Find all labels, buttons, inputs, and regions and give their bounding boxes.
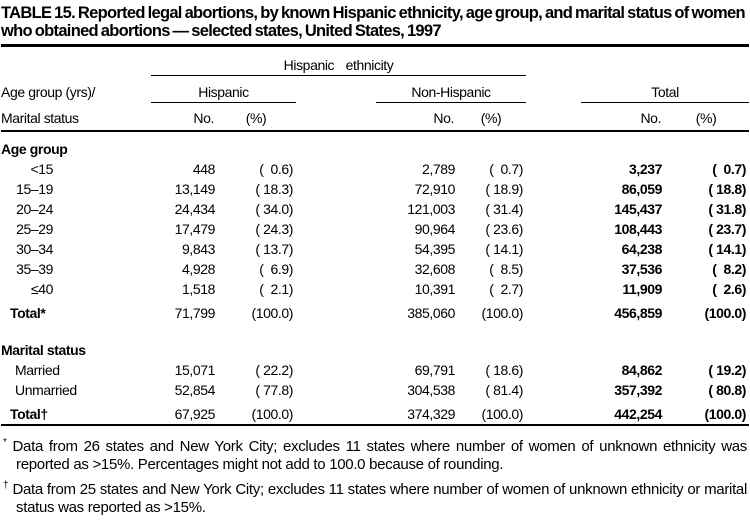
table-title: TABLE 15. Reported legal abortions, by known Hispanic ethnicity, age group, and marital status of women who obtained abortions — selected states, United States, 1997 — [1, 4, 745, 41]
column-spacer — [526, 159, 581, 179]
hispanic-pct-cell: ( 34.0) — [255, 200, 293, 217]
row-label-text: 25–29 — [16, 220, 53, 237]
row-label-text: 15–19 — [16, 180, 53, 197]
nonhispanic-no-cell: 54,395 — [414, 240, 455, 257]
column-spacer — [296, 360, 376, 380]
table-row — [1, 259, 749, 279]
column-spacer — [296, 239, 376, 259]
hispanic-pct-cell: (100.0) — [251, 304, 293, 321]
group-header-row — [1, 75, 749, 102]
group-header-hispanic: Hispanic — [151, 75, 296, 102]
row-label-text: <15 — [30, 160, 53, 177]
column-spacer — [296, 219, 376, 239]
row-label — [1, 299, 151, 323]
nonhispanic-pct-cell: (100.0) — [481, 405, 524, 422]
nonhispanic-no-cell: 72,910 — [414, 180, 455, 197]
nonhispanic-no-cell: 121,003 — [407, 200, 455, 217]
hispanic-pct-cell: ( 2.1) — [259, 280, 293, 297]
column-spacer — [296, 299, 376, 323]
hispanic-no-cell: 71,799 — [174, 304, 215, 321]
column-spacer — [526, 360, 581, 380]
hispanic-no-cell: 67,925 — [174, 405, 215, 422]
row-label-text: Total* — [10, 304, 46, 321]
section-header-row — [1, 131, 749, 159]
total-pct-cell: ( 14.1) — [708, 240, 747, 257]
row-label-text: ≤40 — [30, 280, 53, 297]
total-pct-cell: ( 18.8) — [708, 180, 747, 197]
table-row — [1, 159, 749, 179]
row-label — [1, 380, 151, 400]
section-header: Marital status — [1, 341, 86, 358]
row-label — [1, 199, 151, 219]
hispanic-no-cell: 24,434 — [174, 200, 215, 217]
column-spacer — [296, 159, 376, 179]
hispanic-pct-cell: ( 18.3) — [255, 180, 293, 197]
row-label-text: 30–34 — [16, 240, 53, 257]
row-label-text: Married — [15, 361, 60, 378]
nonhispanic-no-cell: 2,789 — [421, 160, 455, 177]
total-pct-cell: ( 0.7) — [712, 160, 747, 177]
group-header-total: Total — [581, 75, 749, 102]
nonhispanic-pct-cell: ( 2.7) — [489, 280, 524, 297]
total-pct-cell: ( 19.2) — [708, 361, 747, 378]
total-pct-cell: ( 8.2) — [712, 260, 747, 277]
column-spacer — [296, 380, 376, 400]
total-row — [1, 400, 749, 425]
row-header-line2: Marital status — [1, 102, 151, 131]
column-spacer — [526, 199, 581, 219]
total-no-cell: 11,909 — [622, 280, 663, 297]
row-label — [1, 259, 151, 279]
hispanic-pct-cell: ( 24.3) — [255, 220, 293, 237]
total-no-cell: 37,536 — [621, 260, 663, 277]
column-spacer — [526, 279, 581, 299]
hispanic-no-cell: 15,071 — [174, 361, 215, 378]
subheader-pct: (%) — [456, 102, 526, 131]
nonhispanic-pct-cell: ( 18.6) — [485, 361, 524, 378]
total-no-cell: 64,238 — [621, 240, 663, 257]
row-label — [1, 360, 151, 380]
subheader-no: No. — [151, 102, 216, 131]
hispanic-pct-cell: ( 22.2) — [255, 361, 293, 378]
column-spacer — [526, 259, 581, 279]
total-pct-cell: ( 31.8) — [708, 200, 747, 217]
table-row — [1, 380, 749, 400]
total-row — [1, 299, 749, 323]
row-label-text: Unmarried — [15, 381, 77, 398]
group-header-nonhispanic: Non-Hispanic — [376, 75, 526, 102]
nonhispanic-pct-cell: ( 14.1) — [485, 240, 524, 257]
table-row — [1, 219, 749, 239]
section-header: Age group — [1, 140, 68, 157]
column-spacer — [526, 239, 581, 259]
total-pct-cell: ( 80.8) — [708, 381, 747, 398]
column-spacer — [296, 400, 376, 425]
footnote-marker-dagger: † — [3, 479, 9, 491]
row-label — [1, 179, 151, 199]
row-label-text: 35–39 — [16, 260, 53, 277]
hispanic-ethnicity-span-header: Hispanic ethnicity — [151, 47, 526, 76]
hispanic-no-cell: 1,518 — [181, 280, 215, 297]
hispanic-pct-cell: ( 13.7) — [255, 240, 293, 257]
total-no-cell: 84,862 — [621, 361, 663, 378]
row-label — [1, 239, 151, 259]
footnote-text: Data from 26 states and New York City; excludes 11 states where number of women of unknown ethnicity was reported as >15%. Percentages might not add to 100.0 because of rounding. — [12, 437, 748, 474]
nonhispanic-no-cell: 385,060 — [407, 304, 455, 321]
nonhispanic-pct-cell: ( 8.5) — [489, 260, 524, 277]
column-spacer — [526, 299, 581, 323]
subheader-pct: (%) — [216, 102, 296, 131]
total-no-cell: 3,237 — [629, 160, 663, 177]
empty-cell — [526, 47, 749, 76]
footnote-dagger — [3, 480, 747, 518]
nonhispanic-pct-cell: (100.0) — [481, 304, 524, 321]
total-no-cell: 442,254 — [614, 405, 663, 422]
nonhispanic-no-cell: 304,538 — [407, 381, 455, 398]
total-pct-cell: (100.0) — [704, 304, 747, 321]
column-spacer — [296, 199, 376, 219]
footnote-marker-asterisk: * — [3, 436, 7, 448]
hispanic-no-cell: 52,854 — [174, 381, 215, 398]
subheader-row — [1, 102, 749, 131]
footnotes — [1, 437, 749, 517]
subheader-no: No. — [376, 102, 456, 131]
column-spacer — [526, 400, 581, 425]
column-spacer — [296, 75, 376, 102]
section-header-row — [1, 333, 749, 360]
table-row — [1, 360, 749, 380]
row-label — [1, 159, 151, 179]
row-label-text: Total† — [10, 405, 48, 422]
subheader-no: No. — [581, 102, 663, 131]
table-row — [1, 199, 749, 219]
table-body — [1, 131, 749, 425]
hispanic-no-cell: 17,479 — [174, 220, 215, 237]
row-label-text: 20–24 — [16, 200, 53, 217]
column-spacer — [526, 179, 581, 199]
total-no-cell: 456,859 — [614, 304, 663, 321]
hispanic-no-cell: 13,149 — [174, 180, 215, 197]
column-spacer — [526, 102, 581, 131]
nonhispanic-pct-cell: ( 23.6) — [485, 220, 524, 237]
column-spacer — [296, 179, 376, 199]
hispanic-no-cell: 4,928 — [181, 260, 215, 277]
total-no-cell: 108,443 — [614, 220, 663, 237]
column-spacer — [296, 279, 376, 299]
abortions-table — [1, 47, 749, 426]
row-label — [1, 219, 151, 239]
footnote-text: Data from 25 states and New York City; excludes 11 states where number of women of unknown ethnicity or marital status was reported as >15%. — [12, 480, 748, 516]
table-row — [1, 239, 749, 259]
nonhispanic-pct-cell: ( 31.4) — [485, 200, 524, 217]
subheader-pct: (%) — [663, 102, 749, 131]
nonhispanic-no-cell: 374,329 — [407, 405, 455, 422]
nonhispanic-pct-cell: ( 18.9) — [485, 180, 524, 197]
nonhispanic-no-cell: 32,608 — [414, 260, 455, 277]
empty-cell — [1, 47, 151, 76]
nonhispanic-no-cell: 10,391 — [414, 280, 455, 297]
nonhispanic-pct-cell: ( 81.4) — [485, 381, 524, 398]
total-no-cell: 145,437 — [614, 200, 663, 217]
span-header-row — [1, 47, 749, 76]
hispanic-pct-cell: ( 0.6) — [259, 160, 293, 177]
total-no-cell: 86,059 — [621, 180, 663, 197]
column-spacer — [526, 219, 581, 239]
nonhispanic-no-cell: 69,791 — [414, 361, 455, 378]
hispanic-no-cell: 448 — [192, 160, 215, 177]
table-row — [1, 179, 749, 199]
nonhispanic-no-cell: 90,964 — [414, 220, 455, 237]
row-header-line1: Age group (yrs)/ — [1, 84, 95, 101]
total-pct-cell: ( 2.6) — [712, 280, 747, 297]
total-no-cell: 357,392 — [614, 381, 663, 398]
total-pct-cell: ( 23.7) — [708, 220, 747, 237]
hispanic-no-cell: 9,843 — [181, 240, 215, 257]
hispanic-pct-cell: ( 6.9) — [259, 260, 293, 277]
column-spacer — [526, 380, 581, 400]
total-pct-cell: (100.0) — [704, 405, 747, 422]
row-label — [1, 400, 151, 425]
column-spacer — [526, 75, 581, 102]
column-spacer — [296, 102, 376, 131]
nonhispanic-pct-cell: ( 0.7) — [489, 160, 524, 177]
row-label — [1, 279, 151, 299]
hispanic-pct-cell: ( 77.8) — [255, 381, 293, 398]
column-spacer — [296, 259, 376, 279]
table-row — [1, 279, 749, 299]
footnote-asterisk — [3, 437, 747, 475]
section-spacer — [1, 323, 749, 333]
hispanic-pct-cell: (100.0) — [251, 405, 293, 422]
